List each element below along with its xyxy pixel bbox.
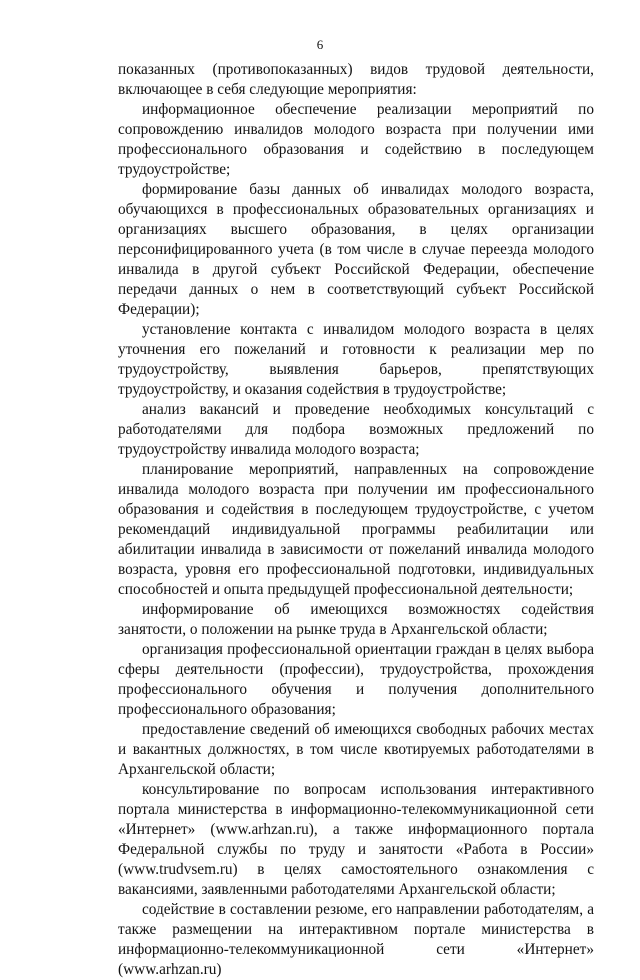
page-number: 6 <box>316 37 324 52</box>
paragraph-resume-assistance: содействие в составлении резюме, его направлении работодателям, а также размещении на интерактивном портале министерства в информационно-телекоммуникационной сети «Интернет» (www.arhzan.ru) <box>118 901 594 978</box>
paragraph-career-guidance: организация профессиональной ориентации граждан в целях выбора сферы деятельности (профессии), трудоустройства, прохождения профессионального обучения и получения дополнительного профессионального образования; <box>118 641 594 718</box>
document-body <box>118 60 594 980</box>
paragraph-continuation: показанных (противопоказанных) видов трудовой деятельности, включающее в себя следующие мероприятия: <box>118 61 594 98</box>
paragraph-employment-information: информирование об имеющихся возможностях содействия занятости, о положении на рынке труда в Архангельской области; <box>118 601 594 638</box>
paragraph-contact-establishment: установление контакта с инвалидом молодого возраста в целях уточнения его пожеланий и готовности к реализации мер по трудоустройству, выявления барьеров, препятствующих трудоустройству, и оказания содействия в трудоустройстве; <box>118 321 594 398</box>
paragraph-database-formation: формирование базы данных об инвалидах молодого возраста, обучающихся в профессиональных образовательных организациях и организациях высшего образования, в целях организации персонифицированного учета (в том числе в случае переезда молодого инвалида в другой субъект Российской Федерации, обеспечение передачи данных о нем в соответствующий субъект Российской Федерации); <box>118 181 594 318</box>
paragraph-information-support: информационное обеспечение реализации мероприятий по сопровождению инвалидов молодого возраста при получении ими профессионального образования и содействию в последующем трудоустройстве; <box>118 101 594 178</box>
paragraph-portal-consulting: консультирование по вопросам использования интерактивного портала министерства в информационно-телекоммуникационной сети «Интернет» (www.arhzan.ru), а также информационного портала Федеральной службы по труду и занятости «Работа в России» (www.trudvsem.ru) в целях самостоятельного ознакомления с вакансиями, заявленными работодателями Архангельской области; <box>118 781 594 898</box>
paragraph-activity-planning: планирование мероприятий, направленных на сопровождение инвалида молодого возраста при получении им профессионального образования и содействия в последующем трудоустройстве, с учетом рекомендаций индивидуальной программы реабилитации или абилитации инвалида в зависимости от пожеланий инвалида молодого возраста, уровня его профессиональной подготовки, индивидуальных способностей и опыта предыдущей профессиональной деятельности; <box>118 461 594 598</box>
paragraph-vacancy-information: предоставление сведений об имеющихся свободных рабочих местах и вакантных должностях, в том числе квотируемых работодателями в Архангельской области; <box>118 721 594 778</box>
paragraph-vacancy-analysis: анализ вакансий и проведение необходимых консультаций с работодателями для подбора возможных предложений по трудоустройству инвалида молодого возраста; <box>118 401 594 458</box>
